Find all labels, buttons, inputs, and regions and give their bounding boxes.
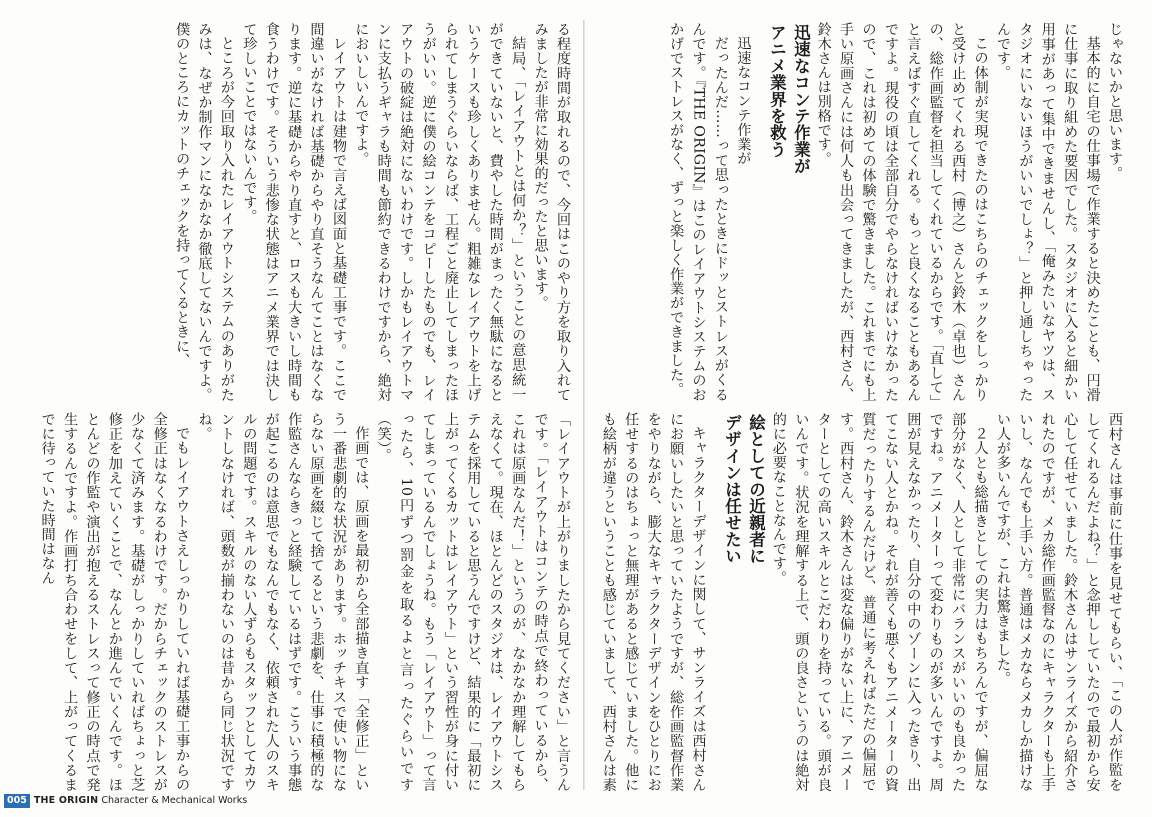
heading-line: デザインは任せたい xyxy=(722,414,742,565)
page-footer xyxy=(4,794,247,808)
page-seam xyxy=(583,20,585,790)
paragraph: ところが今回取り入れたレイアウトシステムのありがたみは、なぜか制作マンになかなか徹底してないんですよ。僕のところにカットのチェックを持ってくるときに、 xyxy=(174,22,235,402)
paragraph: でもレイアウトさえしっかりしていれば基礎工事からの全修正はなくなるわけです。だからチェックのストレスが少なくて済みます。基礎がしっかりしていればちょっと芝修正を加えていくことで、なんとか進んでいくんです。ほとんどの作監や演出が抱えるストレスって修正の時点で発生するんですよ。作画打ち合わせをして、上がってくるまでに待っていた時間はなん xyxy=(39,412,191,792)
paragraph: 迅速なコンテ作業が xyxy=(735,36,752,166)
heading-line: 絵としての近親者に xyxy=(746,414,766,565)
paragraph: 作画では、原画を最初から全部描き直す「全修正」という一番悲劇的な状況があります。ホッチキスで使い物にならない原画を綴じて捨てるという悲劇を、仕事に積極的な作監さんならきっと経験しているはずです。こういう事態が起こるのは意思でもなんでもなく、依頼された人のスキルの問題です。スキルのない人ずらもスタッフとしてカウントしなければ、頭数が揃わないのは昔から同じ状況ですね。 xyxy=(196,412,370,792)
paragraph: 基本的に自宅の仕事場で作業すると決めたことも、円滑に仕事に取り組めた要因でした。スタジオに入ると細かい用事があって集中できませんし、「俺みたいなヤツは、スタジオにいないほうがいいでしょ？」と押し通しちゃったんです。 xyxy=(994,22,1101,402)
paragraph: この体制が実現できたのはこちらのチェックをしっかりと受け止めてくれる西村（博之）さんと鈴木（卓也）さんの、総作画監督を担当してくれているからです。「直して」と言えばすぐ直してくれる。もっと良くなることもあるんですよ。現役の頃は全部自分でやらなければいけなかったので、これは初めての体験で驚きました。これまでにも上手い原画さんには何人も出会ってきましたが、西村さん、鈴木さんは別格です。 xyxy=(815,22,989,402)
paragraph: 結局、「レイアウトとは何か？」ということの意思統一ができていないと、費やした時間がまったく無駄になるというケースも珍しくありません。粗雑なレイアウトを上げられてしまうぐらいならば、工程ごと廃止してしまったほうがいい。逆に僕の絵コンテをコピーしたものでも、レイアウトの破綻は絶対にないわけです。しかもレイアウトマンに支払うギャラも時間も節約できるわけですから、絶対においしいんですよ。 xyxy=(353,22,527,402)
paragraph: ２人とも総描きとしての実力はもちろんですが、偏屈な部分がなく、人として非常にバランスがいいのも良かったですね。アニメーターって変わりものが多いんですよ。周囲が見えなかったり、自分の中のゾーンに入ったきり、出てこない人とかね。それが善くも悪くもアニメーターの資質だったりするんだけど、普通に考えればただの偏屈です。西村さん、鈴木さんは変な偏りがない上に、アニメーターとしての高いスキルとこだわりを持っている。頭が良いんです。状況を理解する上で、頭の良さというのは絶対的に必要なことなんです。 xyxy=(770,412,989,792)
paragraph: る程度時間が取れるので、今回はこのやり方を取り入れてみましたが非常に効果的だったと思います。 xyxy=(532,22,571,402)
paragraph: キャラクターデザインに関して、サンライズは西村さんにお願いしたいと思っていたようですが、総作画監督作業をやりながら、膨大なキャラクターデザインをひとりにお任せするのはちょっと無理があると感じていました。他にも絵柄が違うということも感じていまして、西村さんは素 xyxy=(600,412,707,792)
right-page-lower-tier xyxy=(596,412,1126,792)
right-page-upper-tier xyxy=(596,22,1126,402)
book-subtitle: Character & Mechanical Works xyxy=(101,795,248,806)
page-number: 005 xyxy=(4,794,30,808)
section-heading xyxy=(720,412,768,792)
left-page-upper-tier xyxy=(24,22,574,402)
book-title: THE ORIGIN xyxy=(33,795,99,806)
paragraph: 西村さんは事前に仕事を見せてもらい、「この人が作監をしてくれるんだよね？」と念押ししていたので最初から安心して任せていました。鈴木さんはサンライズから紹介されたのですが、メカ総作画監督なのにキャラクターも上手いし、なんでも上手い方。普通はメカならメカしか描けない人が多いんですが、これは驚きました。 xyxy=(994,412,1123,792)
paragraph: レイアウトは建物で言えば図面と基礎工事です。ここで間違いがなければ基礎からやり直そうなんてことはなくなります。逆に基礎からやり直すと、ロスも大きいし時間も食うわけです。そういう悲惨な状態はアニメ業界では決して珍しいことではないんです。 xyxy=(241,22,347,402)
heading-line: アニメ業界を救う xyxy=(767,24,787,158)
section-heading xyxy=(764,22,812,402)
heading-line: 迅速なコンテ作業が xyxy=(791,24,811,175)
paragraph: だったんだ……って思ったときにドッとストレスがくるんです。『THE ORIGIN』はこのレイアウトシステムのおかげでストレスがなく、ずっと楽しく作業ができました。 xyxy=(668,22,729,402)
left-page-lower-tier xyxy=(24,412,574,792)
paragraph: 「レイアウトが上がりましたから見てください」と言うんです。「レイアウトはコンテの時点で終わっているから、これは原画なんだ！」というのが、なかなか理解してもらえなくて。現在、ほとんどのスタジオは、レイアウトシステムを採用していると思うんですけど、結果的に「最初に上がってくるカットはレイアウト」という習性が身に付いてしまっているんでしょうね。もう「レイアウト」って言ったら、10円ずつ罰金を取るよと言ったぐらいです（笑）。 xyxy=(375,412,571,792)
paragraph: じゃないかと思います。 xyxy=(1107,22,1123,181)
